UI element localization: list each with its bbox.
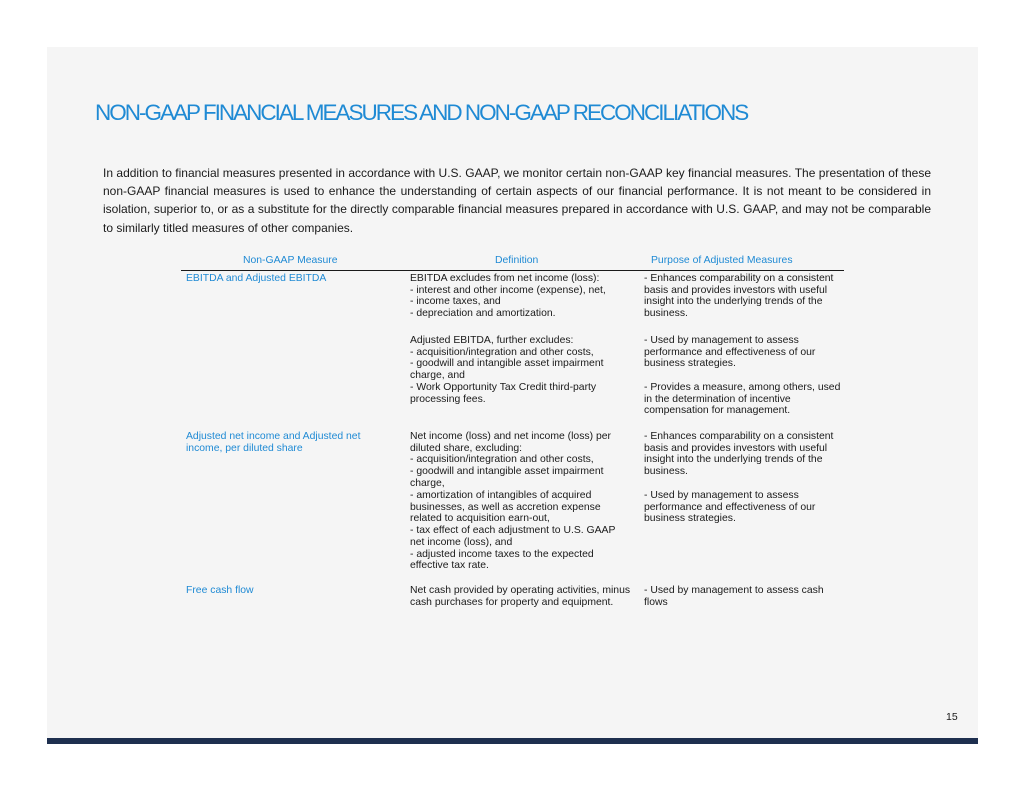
definition-text: Net income (loss) and net income (loss) per diluted share, excluding: - acquisition/integration and other costs, - goodwill and intangible asset impairment charge,	[410, 431, 611, 489]
definition-text: - Work Opportunity Tax Credit third-party processing fees.	[410, 382, 597, 405]
page-number: 15	[946, 711, 958, 723]
table-row	[181, 382, 844, 417]
definition-text: EBITDA excludes from net income (loss): - interest and other income (expense), net, - income taxes, and - depreciation and amortization.	[410, 273, 606, 320]
definition-text: - amortization of intangibles of acquired businesses, as well as accretion expense related to acquisition earn-out, - tax effect of each adjustment to U.S. GAAP net income (loss), and - adjusted income taxes to the expected effective tax rate.	[410, 490, 616, 572]
table-row	[181, 273, 844, 320]
table-row	[181, 431, 844, 490]
purpose-text: - Used by management to assess performance and effectiveness of our business strategies.	[644, 335, 816, 370]
measure-name: EBITDA and Adjusted EBITDA	[186, 273, 327, 284]
purpose-text: - Provides a measure, among others, used in the determination of incentive compensation for management.	[644, 382, 841, 417]
measure-name: Free cash flow	[186, 585, 254, 596]
table-row	[181, 490, 844, 572]
table-header	[181, 255, 844, 271]
non-gaap-table	[181, 255, 844, 620]
header-measure: Non-GAAP Measure	[243, 255, 338, 266]
purpose-text: - Enhances comparability on a consistent basis and provides investors with useful insight into the underlying trends of the business.	[644, 273, 834, 320]
page-title: NON-GAAP FINANCIAL MEASURES AND NON-GAAP RECONCILIATIONS	[95, 100, 748, 125]
definition-text: Net cash provided by operating activities, minus cash purchases for property and equipment.	[410, 585, 631, 608]
header-definition: Definition	[495, 255, 539, 266]
definition-text: Adjusted EBITDA, further excludes: - acquisition/integration and other costs, - goodwill and intangible asset impairment charge, and	[410, 335, 604, 382]
intro-paragraph: In addition to financial measures presented in accordance with U.S. GAAP, we monitor certain non-GAAP key financial measures. The presentation of these non-GAAP financial measures is used to enhance the understanding of certain aspects of our financial performance. It is not meant to be considered in isolation, superior to, or as a substitute for the directly comparable financial measures prepared in accordance with U.S. GAAP, and may not be comparable to similarly titled measures of other companies.	[103, 166, 931, 235]
purpose-text: - Enhances comparability on a consistent basis and provides investors with useful insight into the underlying trends of the business.	[644, 431, 834, 478]
purpose-text: - Used by management to assess performance and effectiveness of our business strategies.	[644, 490, 816, 525]
table-row	[181, 335, 844, 382]
table-row	[181, 585, 844, 620]
measure-name: Adjusted net income and Adjusted net income, per diluted share	[186, 431, 361, 454]
footer-bar	[47, 738, 978, 744]
header-purpose: Purpose of Adjusted Measures	[651, 255, 793, 266]
purpose-text: - Used by management to assess cash flows	[644, 585, 824, 608]
